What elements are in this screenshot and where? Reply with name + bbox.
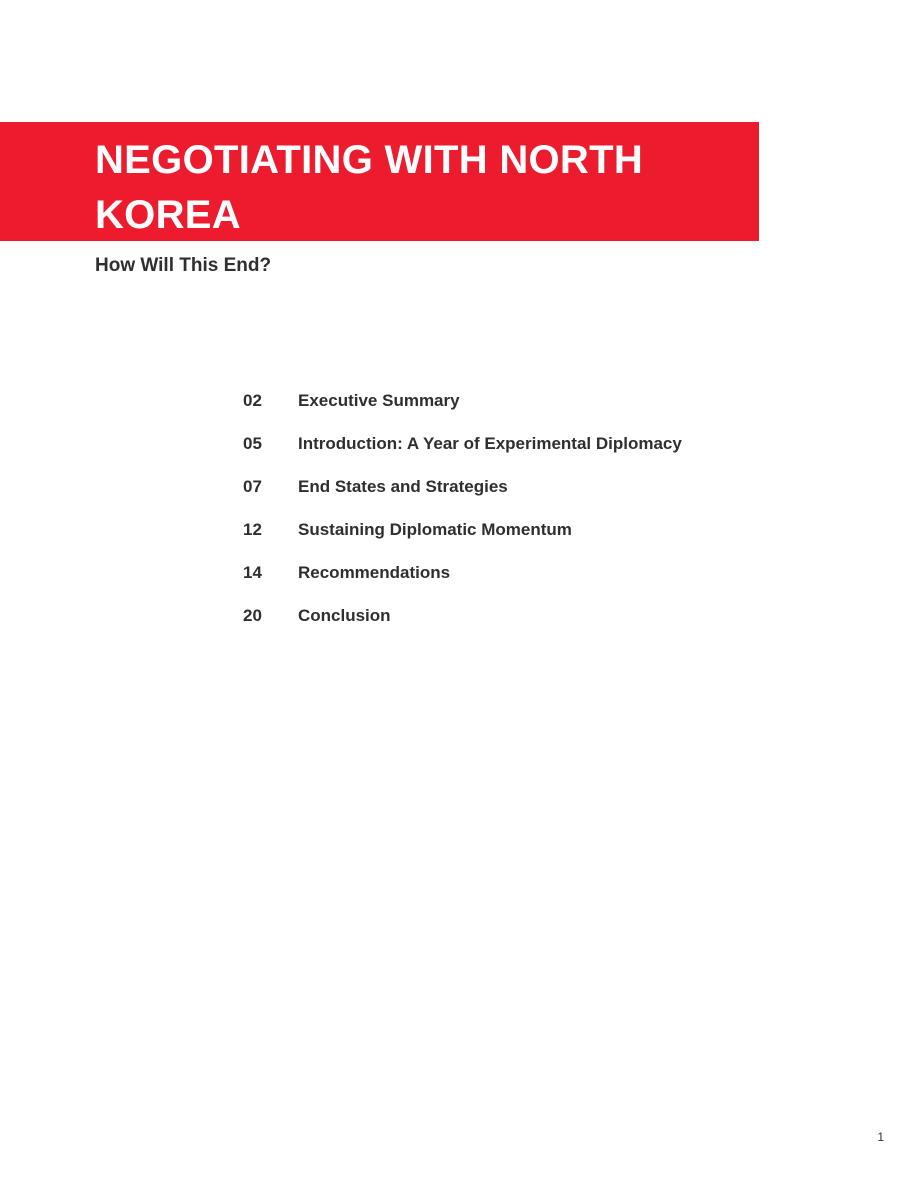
- toc-page-number: 12: [243, 520, 262, 539]
- table-of-contents: [243, 390, 682, 648]
- toc-page-number: 14: [243, 563, 262, 582]
- toc-entry-recommendations[interactable]: [243, 562, 682, 605]
- document-title: NEGOTIATING WITH NORTH KOREA: [95, 138, 644, 237]
- page-number: 1: [877, 1130, 884, 1144]
- toc-page-number: 02: [243, 391, 262, 410]
- toc-entry-end-states[interactable]: [243, 476, 682, 519]
- toc-entry-title: End States and Strategies: [298, 477, 508, 496]
- toc-entry-executive-summary[interactable]: [243, 390, 682, 433]
- document-subtitle: How Will This End?: [95, 255, 272, 276]
- toc-entry-sustaining-momentum[interactable]: [243, 519, 682, 562]
- toc-page-number: 05: [243, 434, 262, 453]
- toc-entry-title: Introduction: A Year of Experimental Diplomacy: [298, 434, 682, 453]
- toc-entry-title: Conclusion: [298, 606, 391, 625]
- toc-entry-title: Sustaining Diplomatic Momentum: [298, 520, 572, 539]
- toc-entry-title: Recommendations: [298, 563, 451, 582]
- toc-entry-conclusion[interactable]: [243, 605, 682, 648]
- toc-page-number: 07: [243, 477, 262, 496]
- toc-page-number: 20: [243, 606, 262, 625]
- toc-entry-introduction[interactable]: [243, 433, 682, 476]
- toc-entry-title: Executive Summary: [298, 391, 460, 410]
